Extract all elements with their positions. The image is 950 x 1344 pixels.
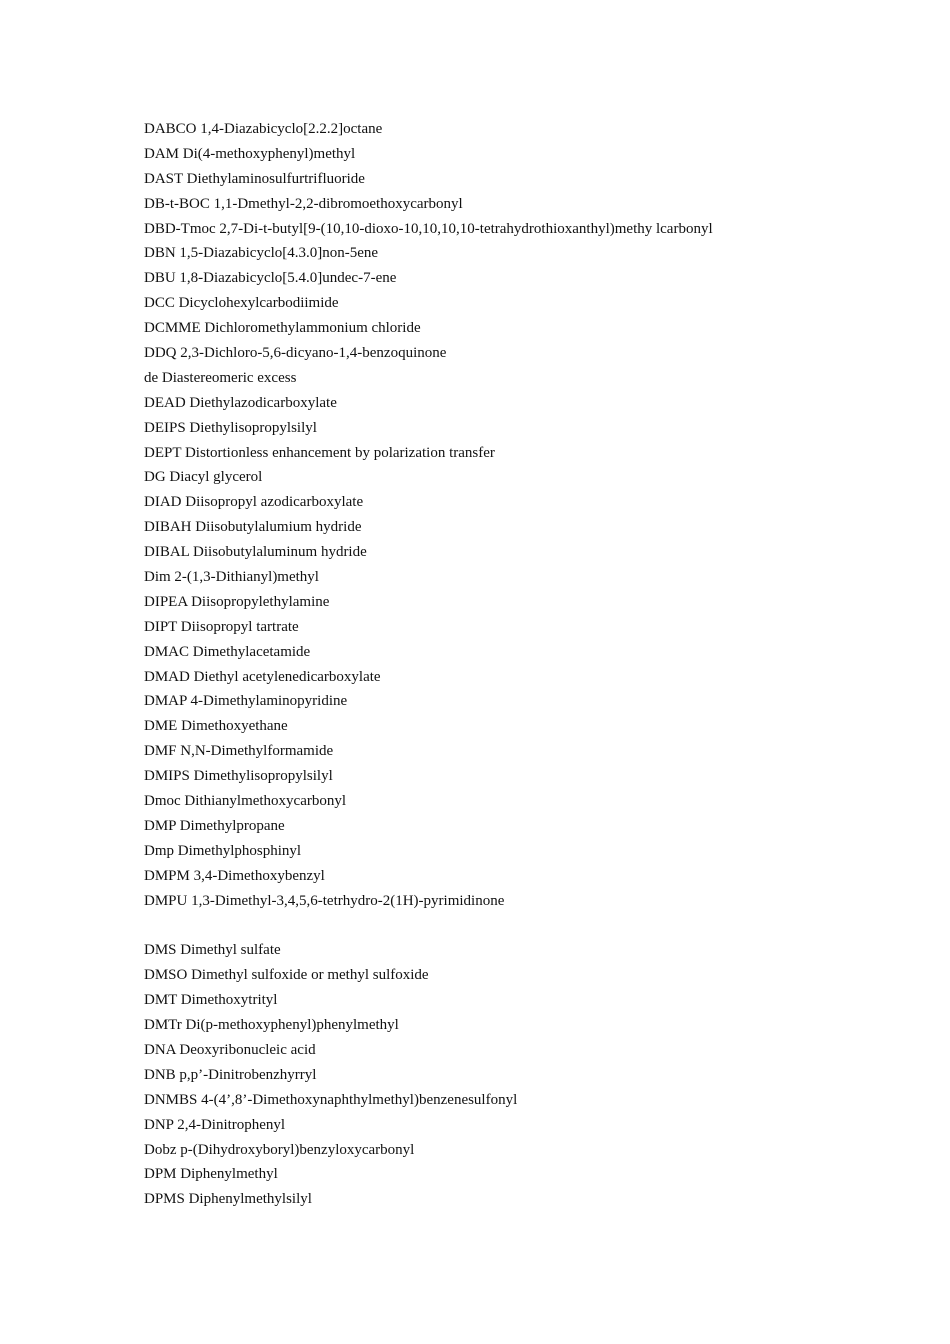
abbreviation-entry: DB-t-BOC 1,1-Dmethyl-2,2-dibromoethoxycarbonyl: [144, 195, 463, 212]
abbreviation-entry: DDQ 2,3-Dichloro-5,6-dicyano-1,4-benzoquinone: [144, 345, 447, 362]
abbreviation-entry: DEIPS Diethylisopropylsilyl: [144, 419, 317, 436]
abbreviation-entry: DIPEA Diisopropylethylamine: [144, 593, 330, 610]
abbreviation-entry: DMAD Diethyl acetylenedicarboxylate: [144, 668, 381, 685]
abbreviation-entry: DPMS Diphenylmethylsilyl: [144, 1191, 312, 1208]
abbreviation-entry: DMIPS Dimethylisopropylsilyl: [144, 768, 333, 785]
abbreviation-entry: DME Dimethoxyethane: [144, 718, 288, 735]
abbreviation-entry: DIBAH Diisobutylalumium hydride: [144, 519, 362, 536]
abbreviation-entry: DIBAL Diisobutylaluminum hydride: [144, 544, 367, 561]
abbreviation-list: [144, 117, 934, 1212]
abbreviation-entry: DCMME Dichloromethylammonium chloride: [144, 320, 421, 337]
abbreviation-entry: Dim 2-(1,3-Dithianyl)methyl: [144, 569, 319, 586]
abbreviation-entry: DMTr Di(p-methoxyphenyl)phenylmethyl: [144, 1017, 399, 1034]
abbreviation-entry: DMT Dimethoxytrityl: [144, 992, 278, 1009]
abbreviation-entry: DAST Diethylaminosulfurtrifluoride: [144, 170, 365, 187]
abbreviation-entry: DBN 1,5-Diazabicyclo[4.3.0]non-5ene: [144, 245, 379, 262]
abbreviation-entry: DMPU 1,3-Dimethyl-3,4,5,6-tetrhydro-2(1H)-pyrimidinone: [144, 892, 505, 909]
abbreviation-entry: Dmp Dimethylphosphinyl: [144, 842, 302, 859]
abbreviation-entry: DNA Deoxyribonucleic acid: [144, 1041, 316, 1058]
abbreviation-entry: DIAD Diisopropyl azodicarboxylate: [144, 494, 364, 511]
abbreviation-entry: DEAD Diethylazodicarboxylate: [144, 394, 337, 411]
abbreviation-entry: DCC Dicyclohexylcarbodiimide: [144, 295, 339, 312]
abbreviation-entry: de Diastereomeric excess: [144, 369, 297, 386]
abbreviation-entry: DBU 1,8-Diazabicyclo[5.4.0]undec-7-ene: [144, 270, 397, 287]
abbreviation-entry: Dmoc Dithianylmethoxycarbonyl: [144, 793, 347, 810]
abbreviation-entry: DNB p,p’-Dinitrobenzhyrryl: [144, 1066, 317, 1083]
group-spacer: [144, 914, 934, 939]
abbreviation-entry: DMAC Dimethylacetamide: [144, 643, 311, 660]
abbreviation-entry: DMSO Dimethyl sulfoxide or methyl sulfoxide: [144, 967, 429, 984]
abbreviation-entry: DAM Di(4-methoxyphenyl)methyl: [144, 145, 356, 162]
abbreviation-entry: DNMBS 4-(4’,8’-Dimethoxynaphthylmethyl)benzenesulfonyl: [144, 1091, 518, 1108]
abbreviation-entry: DNP 2,4-Dinitrophenyl: [144, 1116, 286, 1133]
abbreviation-entry: DABCO 1,4-Diazabicyclo[2.2.2]octane: [144, 121, 383, 137]
abbreviation-entry: DG Diacyl glycerol: [144, 469, 263, 486]
abbreviation-entry: DPM Diphenylmethyl: [144, 1166, 278, 1183]
abbreviation-entry: DBD-Tmoc 2,7-Di-t-butyl[9-(10,10-dioxo-10,10,10,10-tetrahydrothioxanthyl)methy lcarbonyl: [144, 220, 713, 237]
abbreviation-entry: DEPT Distortionless enhancement by polarization transfer: [144, 444, 495, 461]
abbreviation-entry: DMPM 3,4-Dimethoxybenzyl: [144, 867, 325, 884]
abbreviation-entry: DMAP 4-Dimethylaminopyridine: [144, 693, 348, 710]
abbreviation-entry: DMF N,N-Dimethylformamide: [144, 743, 334, 760]
abbreviation-entry: Dobz p-(Dihydroxyboryl)benzyloxycarbonyl: [144, 1141, 415, 1158]
abbreviation-entry: DMS Dimethyl sulfate: [144, 942, 281, 959]
abbreviation-entry: DMP Dimethylpropane: [144, 817, 285, 834]
abbreviation-entry: DIPT Diisopropyl tartrate: [144, 618, 299, 635]
